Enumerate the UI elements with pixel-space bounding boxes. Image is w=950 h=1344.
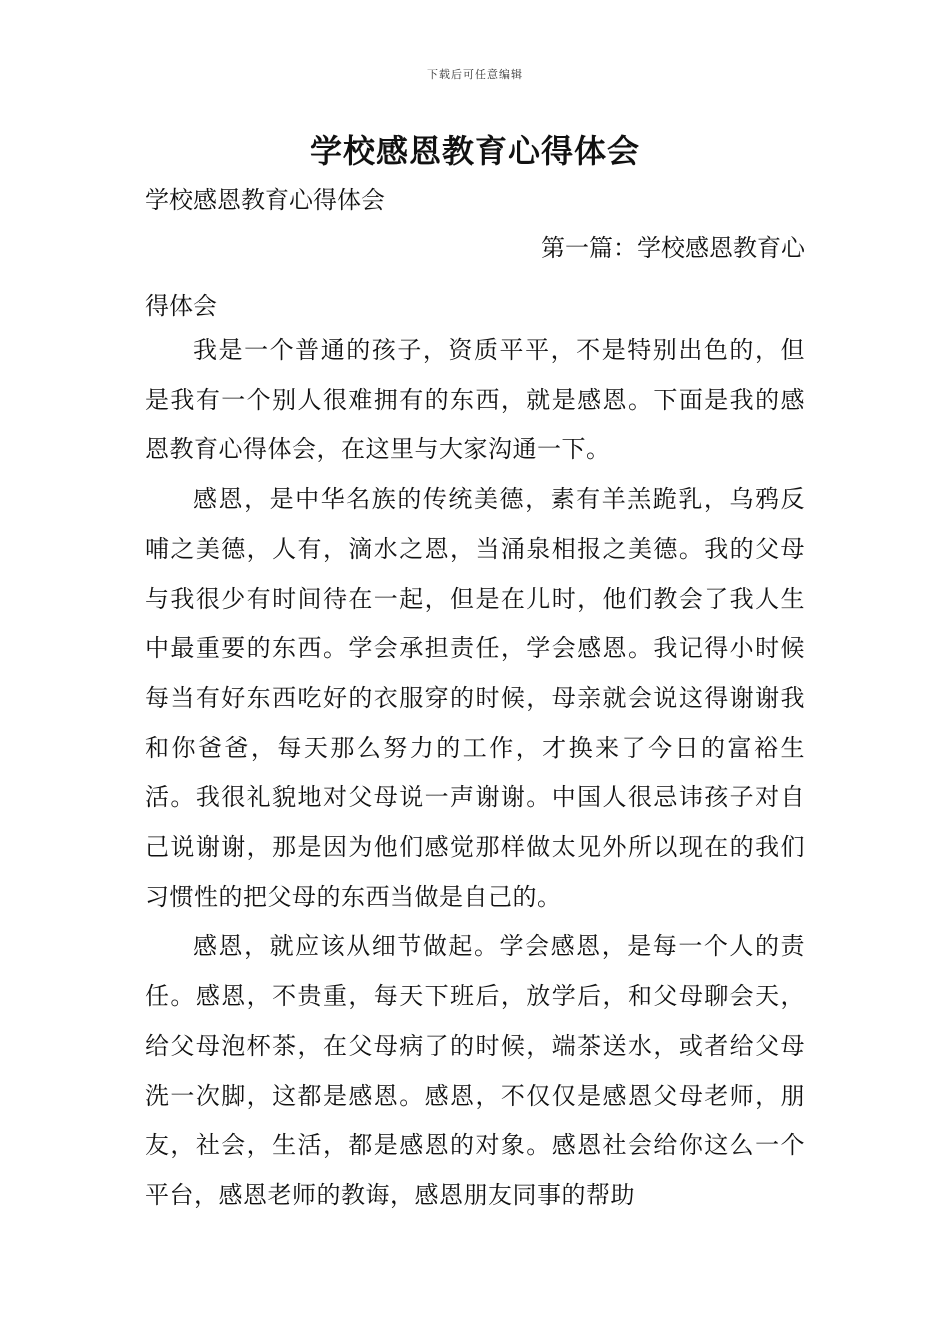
document-title: 学校感恩教育心得体会 bbox=[309, 132, 640, 170]
section-heading bbox=[145, 228, 805, 326]
document-subtitle: 学校感恩教育心得体会 bbox=[145, 186, 385, 214]
section-heading-line2: 得体会 bbox=[145, 292, 217, 320]
section-heading-line1: 第一篇：学校感恩教育心 bbox=[541, 234, 805, 262]
paragraph-1: 我是一个普通的孩子，资质平平，不是特别出色的，但是我有一个别人很难拥有的东西，就是感恩。下面是我的感恩教育心得体会，在这里与大家沟通一下。 bbox=[145, 336, 805, 464]
header-note: 下载后可任意编辑 bbox=[427, 68, 523, 81]
paragraph-2: 感恩，是中华名族的传统美德，素有羊羔跪乳，乌鸦反哺之美德，人有，滴水之恩，当涌泉相报之美德。我的父母与我很少有时间待在一起，但是在儿时，他们教会了我人生中最重要的东西。学会承担责任，学会感恩。我记得小时候每当有好东西吃好的衣服穿的时候，母亲就会说这得谢谢我和你爸爸，每天那么努力的工作，才换来了今日的富裕生活。我很礼貌地对父母说一声谢谢。中国人很忌讳孩子对自己说谢谢，那是因为他们感觉那样做太见外所以现在的我们习惯性的把父母的东西当做是自己的。 bbox=[145, 485, 805, 911]
body-text bbox=[145, 326, 805, 1221]
paragraph-3: 感恩，就应该从细节做起。学会感恩，是每一个人的责任。感恩，不贵重，每天下班后，放学后，和父母聊会天，给父母泡杯茶，在父母病了的时候，端茶送水，或者给父母洗一次脚，这都是感恩。感恩，不仅仅是感恩父母老师，朋友，社会，生活，都是感恩的对象。感恩社会给你这么一个平台，感恩老师的教诲，感恩朋友同事的帮助 bbox=[145, 932, 805, 1209]
